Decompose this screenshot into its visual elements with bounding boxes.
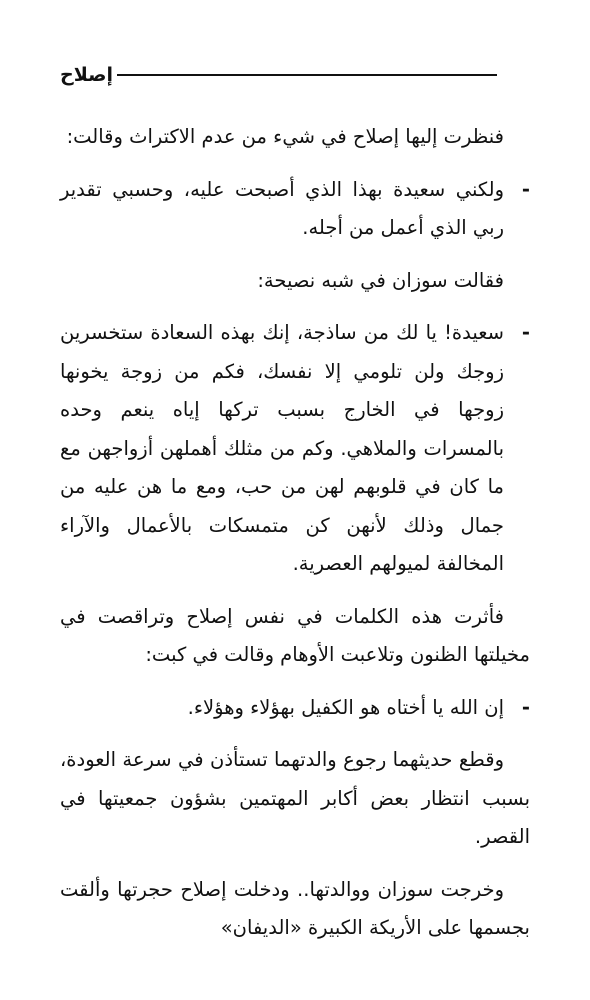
- dialogue-2: [60, 314, 530, 584]
- running-header: [60, 60, 530, 90]
- paragraph-1: فنظرت إليها إصلاح في شيء من عدم الاكتراث وقالت:: [66, 125, 504, 148]
- paragraph-5: وخرجت سوزان ووالدتها.. ودخلت إصلاح حجرتها وألقت بجسمها على الأريكة الكبيرة «الديفان»: [60, 877, 530, 939]
- dialogue-1-text: ولكني سعيدة بهذا الذي أصبحت عليه، وحسبي تقدير ربي الذي أعمل من أجله.: [60, 177, 504, 239]
- dialogue-dash: -: [521, 177, 530, 201]
- dialogue-2-text: سعيدة! يا لك من ساذجة، إنك بهذه السعادة ستخسرين زوجك ولن تلومي إلا نفسك، فكم من زوجة يخونها زوجها في الخارج بسبب تركها إياه ينعم وحده بالمسرات والملاهي. وكم من مثلك أهملهن أزواجهن مع ما كان في قلوبهم لهن من حب، ومع ما هن عليه من جمال وذلك لأنهن كن متمسكات بالأعمال والآراء المخالفة لميولهم العصرية.: [60, 321, 504, 575]
- paragraph-2: فقالت سوزان في شبه نصيحة:: [257, 268, 504, 292]
- dialogue-dash: -: [521, 321, 530, 344]
- paragraph-3: فأثرت هذه الكلمات في نفس إصلاح وتراقصت في مخيلتها الظنون وتلاعبت الأوهام وقالت في كبت:: [60, 604, 530, 666]
- dialogue-3: [60, 689, 530, 728]
- dialogue-3-text: إن الله يا أختاه هو الكفيل بهؤلاء وهؤلاء.: [187, 695, 504, 719]
- dialogue-1: [60, 171, 530, 248]
- header-rule: [117, 74, 497, 76]
- paragraph-4: وقطع حديثهما رجوع والدتهما تستأذن في سرعة العودة، بسبب انتظار بعض أكابر المهتمين بشؤون جمعيتها في القصر.: [60, 748, 530, 848]
- header-title: إصلاح: [60, 64, 113, 86]
- body-text: [60, 118, 530, 962]
- dialogue-dash: -: [521, 695, 530, 719]
